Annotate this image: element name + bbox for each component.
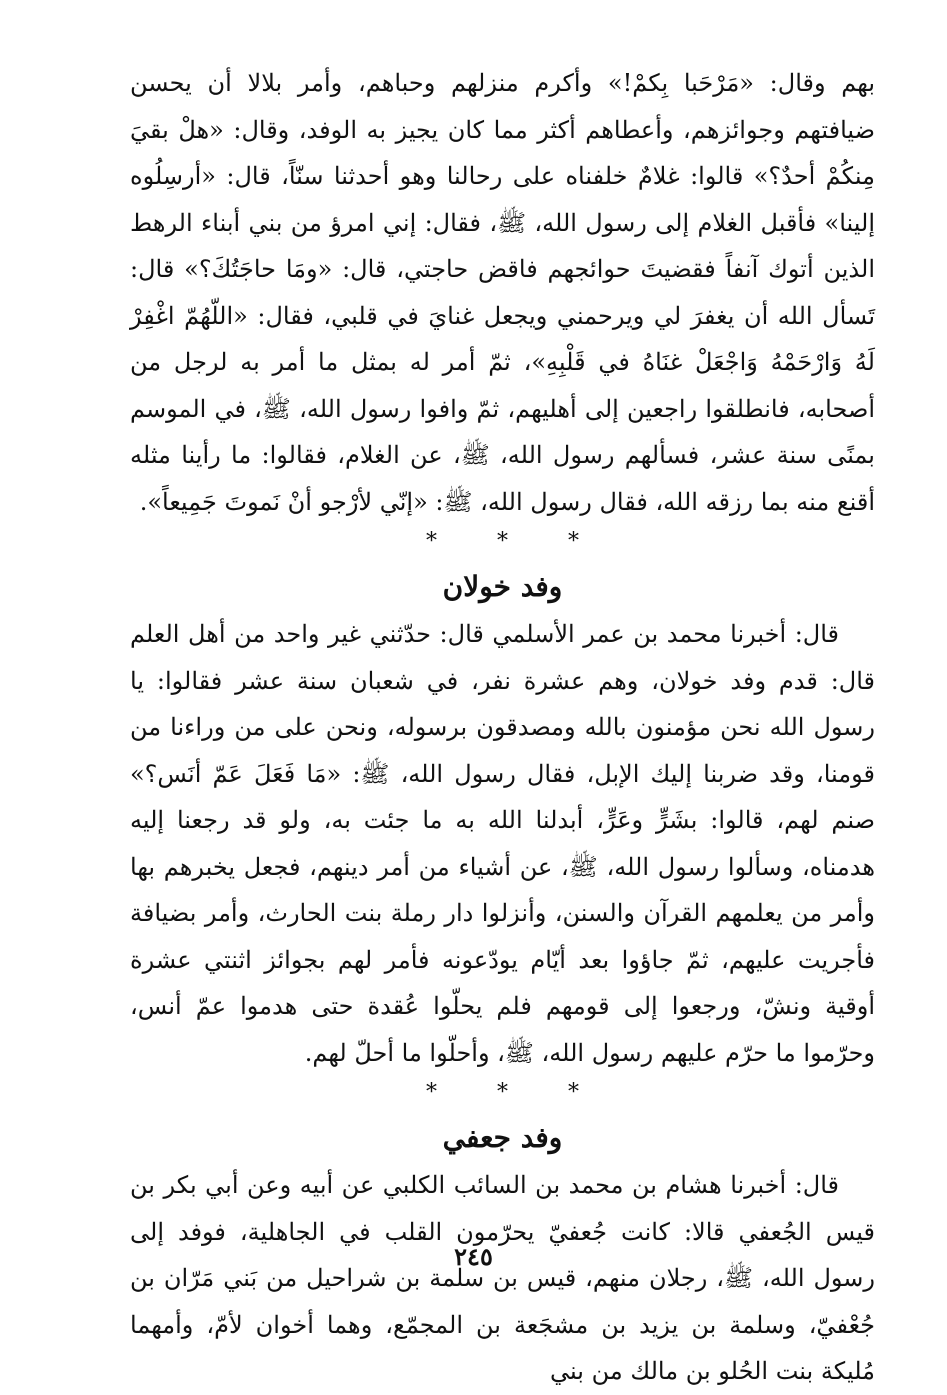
divider-star: * (568, 529, 579, 554)
divider-star: * (497, 1080, 508, 1105)
page-number: ٢٤٥ (454, 1242, 493, 1271)
divider-star: * (426, 1080, 437, 1105)
section-heading-jufi: وفد جعفي (442, 1121, 563, 1154)
paragraph-opening: بهم وقال: «مَرْحَبا بِكمْ!» وأكرم منزلهم وحباهم، وأمر بلالا أن يحسن ضيافتهم وجوائزهم، وأعطاهم أكثر مما كان يجيز به الوفد، وقال: «هلْ بقيَ مِنكُمْ أحدٌ؟» قالوا: غلامٌ خلفناه على رحالنا وهو أحدثنا سنّاً، قال: «أرسِلُوه إلينا» فأقبل الغلام إلى رسول الله، ﷺ، فقال: إني امرؤ من بني أبناء الرهط الذين أتوك آنفاً فقضيتَ حوائجهم فاقض حاجتي، قال: «ومَا حاجَتُكَ؟» قال: تَسأل الله أن يغفرَ لي ويرحمني ويجعل غنايَ في قلبي، فقال: «اللّهُمّ اغْفِرْ لَهُ وَارْحَمْهُ وَاجْعَلْ غنَاهُ في قَلْبِهِ»، ثمّ أمر له بمثل ما أمر به لرجل من أصحابه، فانطلقوا راجعين إلى أهليهم، ثمّ وافوا رسول الله، ﷺ، في الموسم بمنًى سنة عشر، فسألهم رسول الله، ﷺ، عن الغلام، فقالوا: ما رأينا مثله أقنع منه بما رزقه الله، فقال رسول الله، ﷺ: «إنّي لأرْجو أنْ نَموتَ جَمِيعاً». (130, 69, 875, 516)
paragraph-jufi: قال: أخبرنا هشام بن محمد بن السائب الكلبي عن أبيه وعن أبي بكر بن قيس الجُعفي قالا: كانت جُعفيّ يحرّمون القلب في الجاهلية، فوفد إلى رسول الله، ﷺ، رجلان منهم، قيس بن سلمة بن شراحيل من بَني مَرّان بن جُعْفيّ، وسلمة بن يزيد بن مشجَعة بن المجمّع، وهما أخوان لأمّ، وأمهما مُليكة بنت الحُلو بن مالك من بني (130, 1171, 875, 1385)
divider-star: * (497, 529, 508, 554)
divider-star: * (426, 529, 437, 554)
section-divider (130, 527, 875, 557)
section-divider (130, 1078, 875, 1108)
divider-star: * (568, 1080, 579, 1105)
page-body (130, 60, 875, 1395)
section-heading-khawlan: وفد خولان (442, 570, 563, 603)
paragraph-khawlan: قال: أخبرنا محمد بن عمر الأسلمي قال: حدّثني غير واحد من أهل العلم قال: قدم وفد خولان، وهم عشرة نفر، في شعبان سنة عشر فقالوا: يا رسول الله نحن مؤمنون بالله ومصدقون برسوله، ونحن على من وراءنا من قومنا، وقد ضربنا إليك الإبل، فقال رسول الله، ﷺ: «مَا فَعَلَ عَمّ أنَس؟» صنم لهم، قالوا: بشَرٍّ وعَرٍّ، أبدلنا الله به ما جئت به، ولو قد رجعنا إليه هدمناه، وسألوا رسول الله، ﷺ، عن أشياء من أمر دينهم، فجعل يخبرهم بها وأمر من يعلمهم القرآن والسنن، وأنزلوا دار رملة بنت الحارث، وأمر بضيافة فأجريت عليهم، ثمّ جاؤوا بعد أيّام يودّعونه فأمر لهم بجوائز اثنتي عشرة أوقية ونشّ، ورجعوا إلى قومهم فلم يحلّوا عُقدة حتى هدموا عمّ أنس، وحرّموا ما حرّم عليهم رسول الله، ﷺ، وأحلّوا ما أحلّ لهم. (130, 620, 875, 1067)
